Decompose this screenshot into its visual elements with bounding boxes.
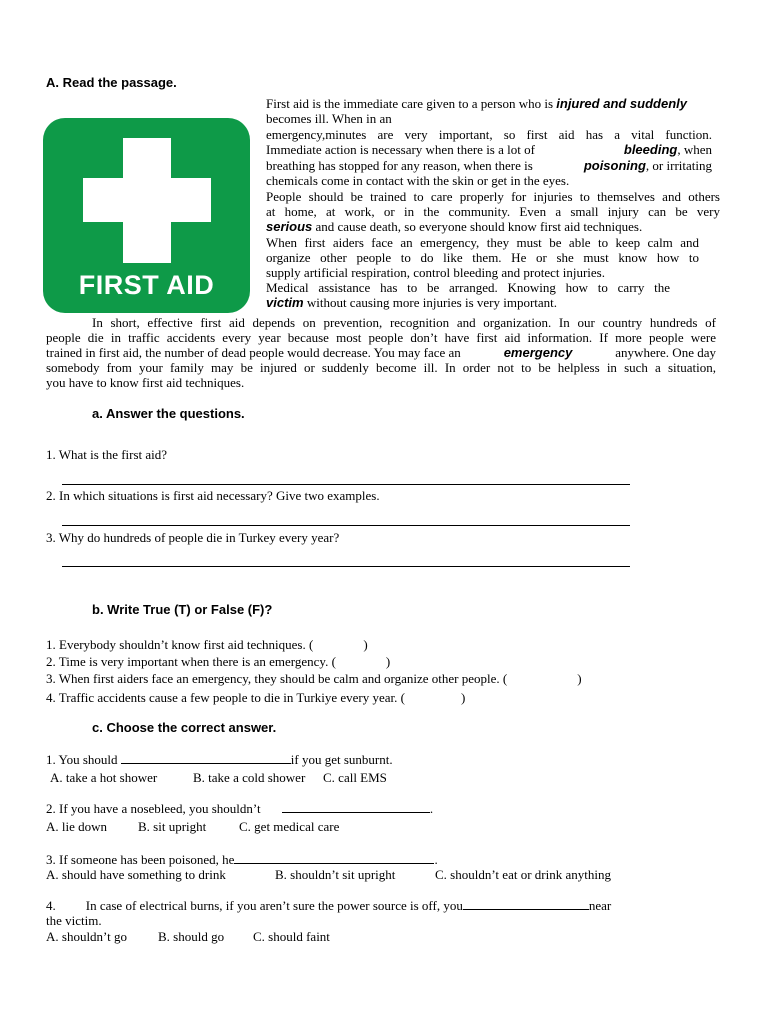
tf-item: 4. Traffic accidents cause a few people to die in Turkiye every year. ( ) [46,690,466,705]
tf-item: 3. When first aiders face an emergency, they should be calm and organize other people. ( ) [46,671,582,686]
answer-blank[interactable] [282,801,430,813]
passage-line: When first aiders face an emergency, they must be able to keep calm and [266,235,699,250]
passage-line: you have to know first aid techniques. [46,375,245,390]
mc-option[interactable]: B. sit upright [138,819,207,834]
mc-option[interactable]: B. should go [158,929,225,944]
mc-question: 3. If someone has been poisoned, he . [46,852,438,867]
keyword: victim [266,295,304,310]
passage-line: victim without causing more injuries is very important. [266,295,558,310]
answer-blank[interactable] [234,852,434,864]
passage-line: chemicals come in contact with the skin or get in the eyes. [266,173,570,188]
mc-option[interactable]: B. shouldn’t sit upright [275,867,396,882]
mc-question: 1. You should if you get sunburnt. [46,752,393,767]
passage-line: In short, effective first aid depends on prevention, recognition and organization. In our country hundreds of [92,315,716,330]
passage-line: serious and cause death, so everyone should know first aid techniques. [266,219,643,234]
question-text: 2. In which situations is first aid necessary? Give two examples. [46,488,380,503]
mc-option[interactable]: A. take a hot shower [50,770,158,785]
answer-line[interactable] [62,525,630,526]
passage-line: becomes ill. When in an [266,111,392,126]
passage-line: trained in first aid, the number of dead people would decrease. You may face an emergency anywhere. One day [46,345,716,360]
passage-line: People should be trained to care properly for injuries to themselves and others [266,189,720,204]
passage-line: Medical assistance has to be arranged. Knowing how to carry the [266,280,670,295]
logo-text: FIRST AID [78,270,215,300]
passage-line: emergency,minutes are very important, so first aid has a vital function. [266,127,712,142]
passage-line: organize other people to do like them. He or she must know how to [266,250,699,265]
cross-icon-horizontal [83,178,211,222]
section-c-heading: c. Choose the correct answer. [92,720,277,735]
tf-item: 2. Time is very important when there is an emergency. ( ) [46,654,391,669]
mc-option[interactable]: B. take a cold shower [193,770,306,785]
passage-line: breathing has stopped for any reason, when there is poisoning, or irritating [266,158,712,173]
mc-question-continued: the victim. [46,913,102,928]
keyword: emergency [503,345,573,360]
passage-line: people die in traffic accidents every year because most people don’t have first aid information. If more people were [46,330,716,345]
mc-option[interactable]: A. shouldn’t go [46,929,128,944]
mc-option[interactable]: A. lie down [46,819,108,834]
passage-line: supply artificial respiration, control bleeding and protect injuries. [266,265,605,280]
section-a-sub-heading: a. Answer the questions. [92,406,245,421]
answer-line[interactable] [62,566,630,567]
keyword: serious [266,219,313,234]
section-a-heading: A. Read the passage. [46,75,177,90]
section-b-heading: b. Write True (T) or False (F)? [92,602,273,617]
keyword: bleeding [623,142,678,157]
question-text: 3. Why do hundreds of people die in Turkey every year? [46,530,340,545]
tf-item: 1. Everybody shouldn’t know first aid techniques. ( ) [46,637,368,652]
mc-option[interactable]: C. should faint [253,929,330,944]
mc-option[interactable]: C. get medical care [239,819,340,834]
mc-question: 2. If you have a nosebleed, you shouldn’t . [46,801,434,816]
mc-question: 4. In case of electrical burns, if you aren’t sure the power source is off, you near [46,898,612,913]
answer-blank[interactable] [463,898,589,910]
mc-option[interactable]: C. call EMS [323,770,387,785]
mc-option[interactable]: C. shouldn’t eat or drink anything [435,867,611,882]
passage-line: Immediate action is necessary when there is a lot of bleeding, when [266,142,712,157]
mc-option[interactable]: A. should have something to drink [46,867,226,882]
answer-blank[interactable] [121,752,291,764]
keyword: poisoning [583,158,646,173]
answer-line[interactable] [62,484,630,485]
question-text: 1. What is the first aid? [46,447,168,462]
passage-line: at home, at work, or in the community. Even a small injury can be very [266,204,720,219]
passage-line: First aid is the immediate care given to a person who is injured and suddenly [266,96,688,111]
passage-line: somebody from your family may be injured or suddenly become ill. In order not to be helpless in such a situation, [46,360,716,375]
first-aid-logo [43,118,250,313]
keyword: injured and suddenly [556,96,688,111]
